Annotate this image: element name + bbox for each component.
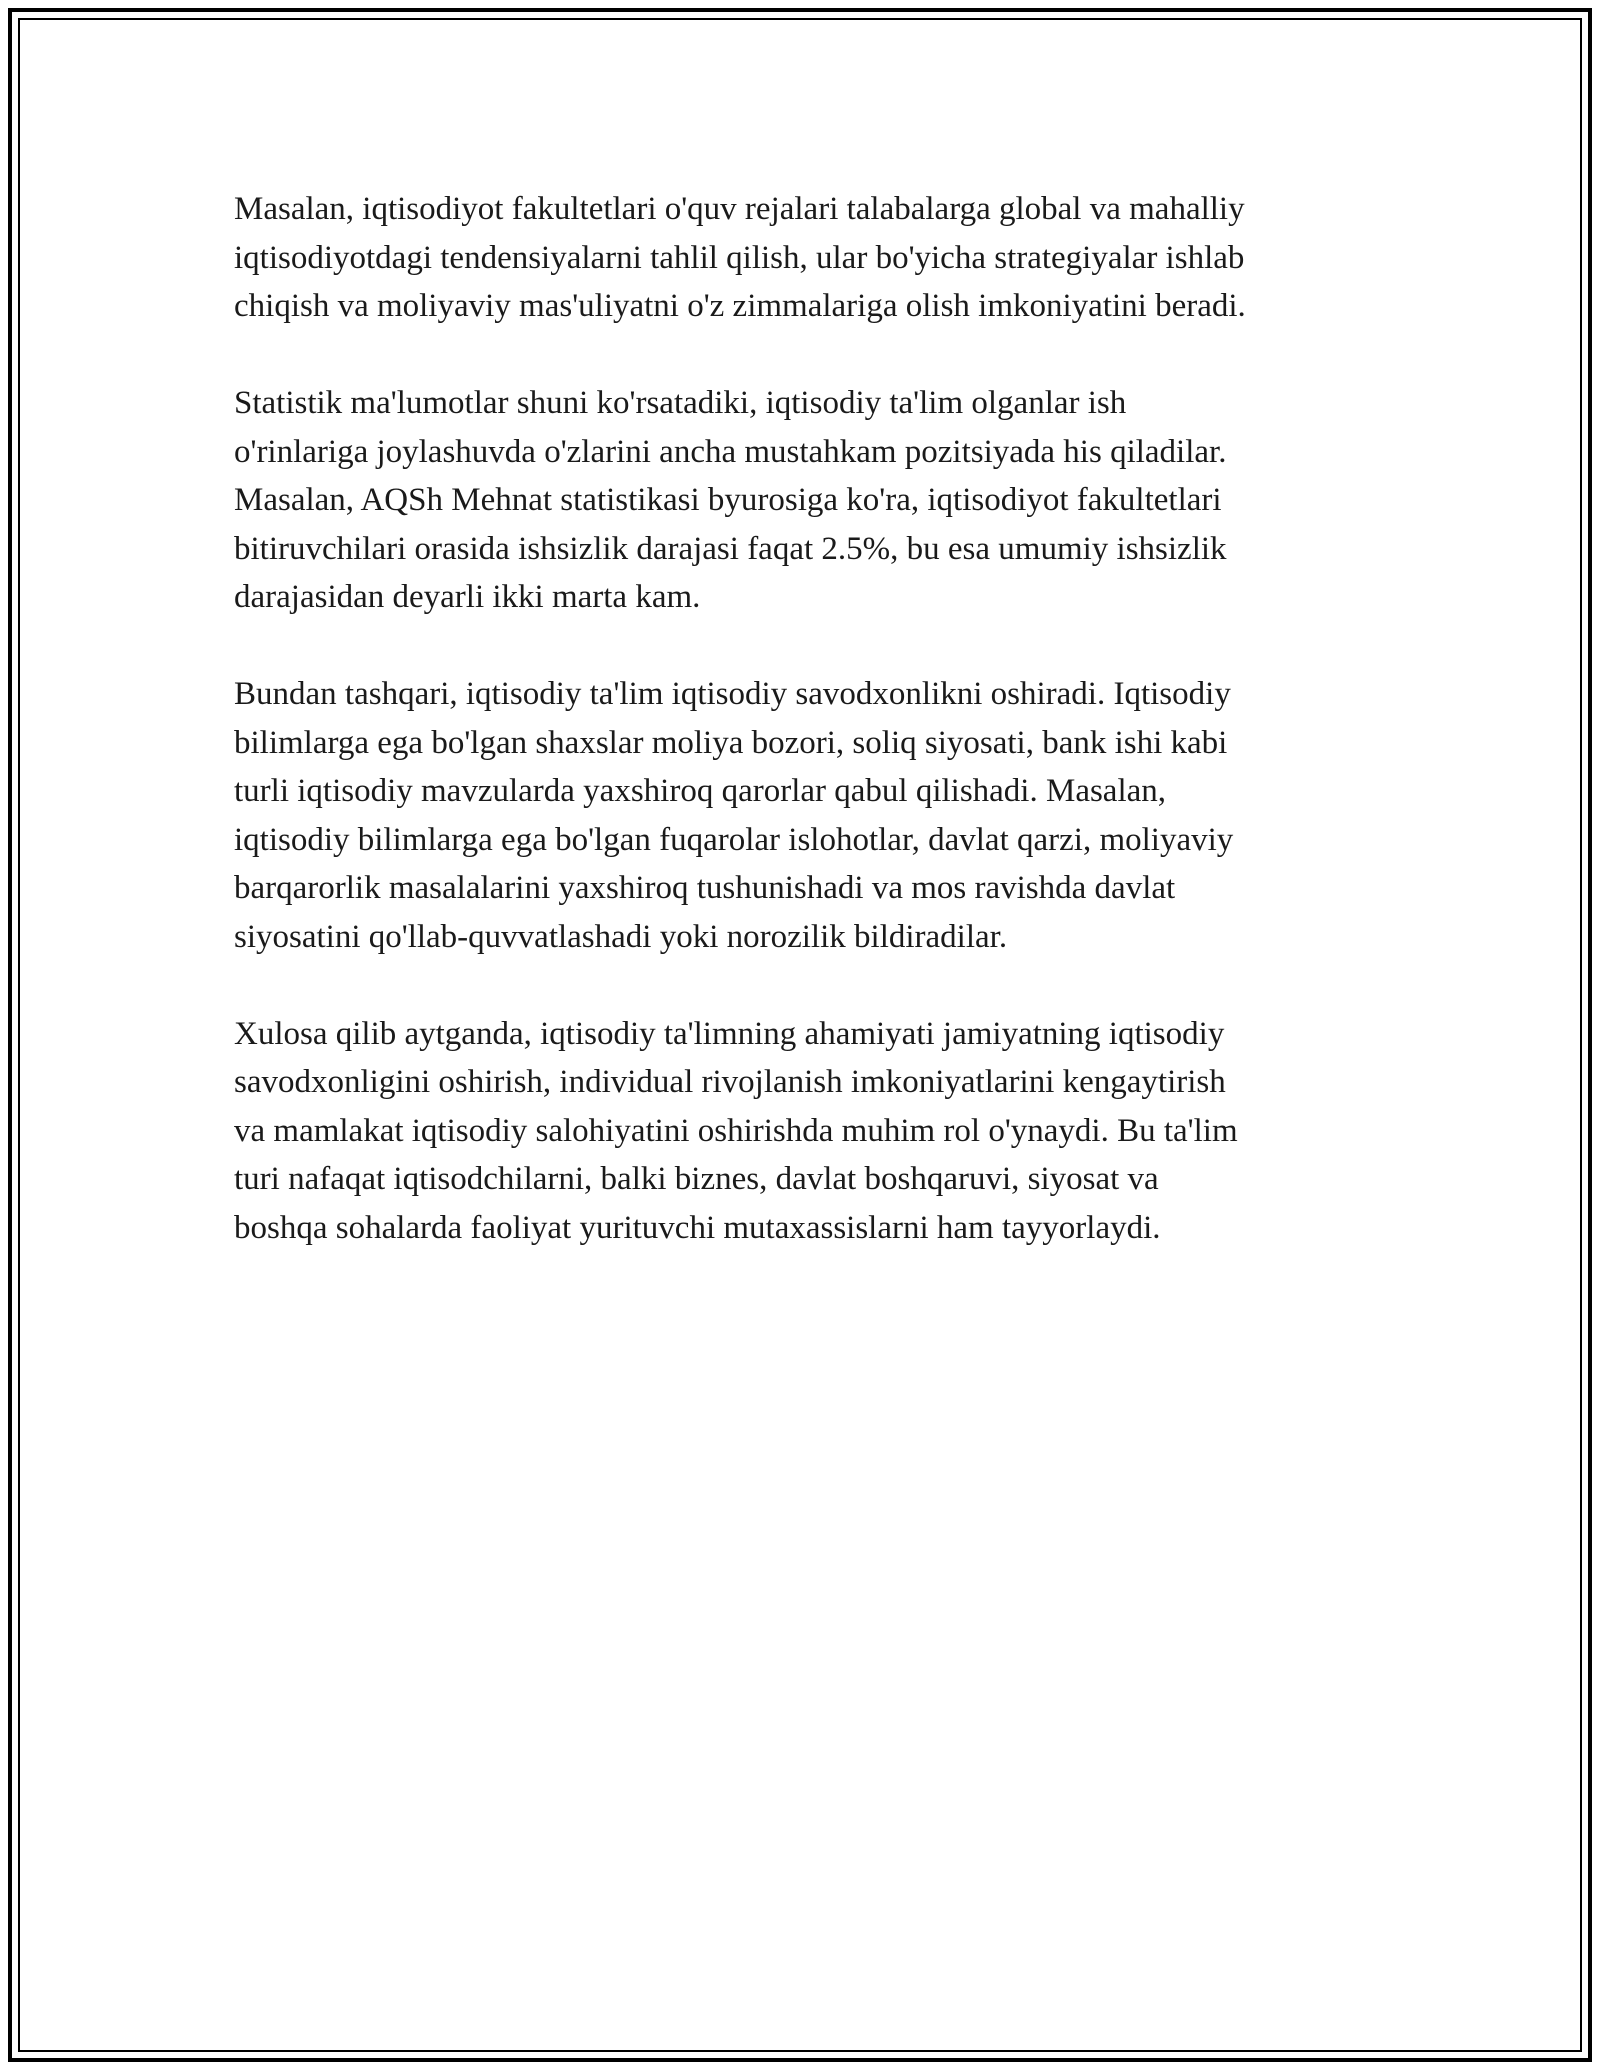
text-line: boshqa sohalarda faoliyat yurituvchi mutaxassislarni ham tayyorlaydi. xyxy=(234,1209,1161,1246)
document-body xyxy=(234,185,1384,1301)
text-line: bilimlarga ega bo'lgan shaxslar moliya bozori, soliq siyosati, bank ishi kabi xyxy=(234,724,1228,761)
paragraph-2 xyxy=(234,379,1384,622)
text-line: chiqish va moliyaviy mas'uliyatni o'z zimmalariga olish imkoniyatini beradi. xyxy=(234,288,1246,324)
text-line: turli iqtisodiy mavzularda yaxshiroq qarorlar qabul qilishadi. Masalan, xyxy=(234,773,1167,809)
text-line: Statistik ma'lumotlar shuni ko'rsatadiki, iqtisodiy ta'lim olganlar ish xyxy=(234,385,1127,421)
text-line: siyosatini qo'llab-quvvatlashadi yoki norozilik bildiradilar. xyxy=(234,918,1008,955)
text-line: iqtisodiy bilimlarga ega bo'lgan fuqarolar islohotlar, davlat qarzi, moliyaviy xyxy=(234,821,1234,858)
text-line: Masalan, iqtisodiyot fakultetlari o'quv rejalari talabalarga global va mahalliy xyxy=(234,191,1245,227)
text-line: savodxonligini oshirish, individual rivojlanish imkoniyatlarini kengaytirish xyxy=(234,1064,1226,1100)
text-line: va mamlakat iqtisodiy salohiyatini oshirishda muhim rol o'ynaydi. Bu ta'lim xyxy=(234,1112,1238,1149)
text-line: o'rinlariga joylashuvda o'zlarini ancha mustahkam pozitsiyada his qiladilar. xyxy=(234,433,1227,470)
paragraph-4 xyxy=(234,1010,1384,1253)
paragraph-1 xyxy=(234,185,1384,331)
text-line: darajasidan deyarli ikki marta kam. xyxy=(234,579,701,615)
text-line: bitiruvchilari orasida ishsizlik darajasi faqat 2.5%, bu esa umumiy ishsizlik xyxy=(234,530,1227,567)
text-line: Bundan tashqari, iqtisodiy ta'lim iqtisodiy savodxonlikni oshiradi. Iqtisodiy xyxy=(234,676,1231,712)
paragraph-3 xyxy=(234,670,1384,961)
text-line: Masalan, AQSh Mehnat statistikasi byurosiga ko'ra, iqtisodiyot fakultetlari xyxy=(234,482,1222,518)
text-line: turi nafaqat iqtisodchilarni, balki biznes, davlat boshqaruvi, siyosat va xyxy=(234,1161,1159,1197)
text-line: barqarorlik masalalarini yaxshiroq tushunishadi va mos ravishda davlat xyxy=(234,870,1176,906)
text-line: Xulosa qilib aytganda, iqtisodiy ta'limning ahamiyati jamiyatning iqtisodiy xyxy=(234,1015,1225,1052)
text-line: iqtisodiyotdagi tendensiyalarni tahlil qilish, ular bo'yicha strategiyalar ishlab xyxy=(234,239,1245,276)
